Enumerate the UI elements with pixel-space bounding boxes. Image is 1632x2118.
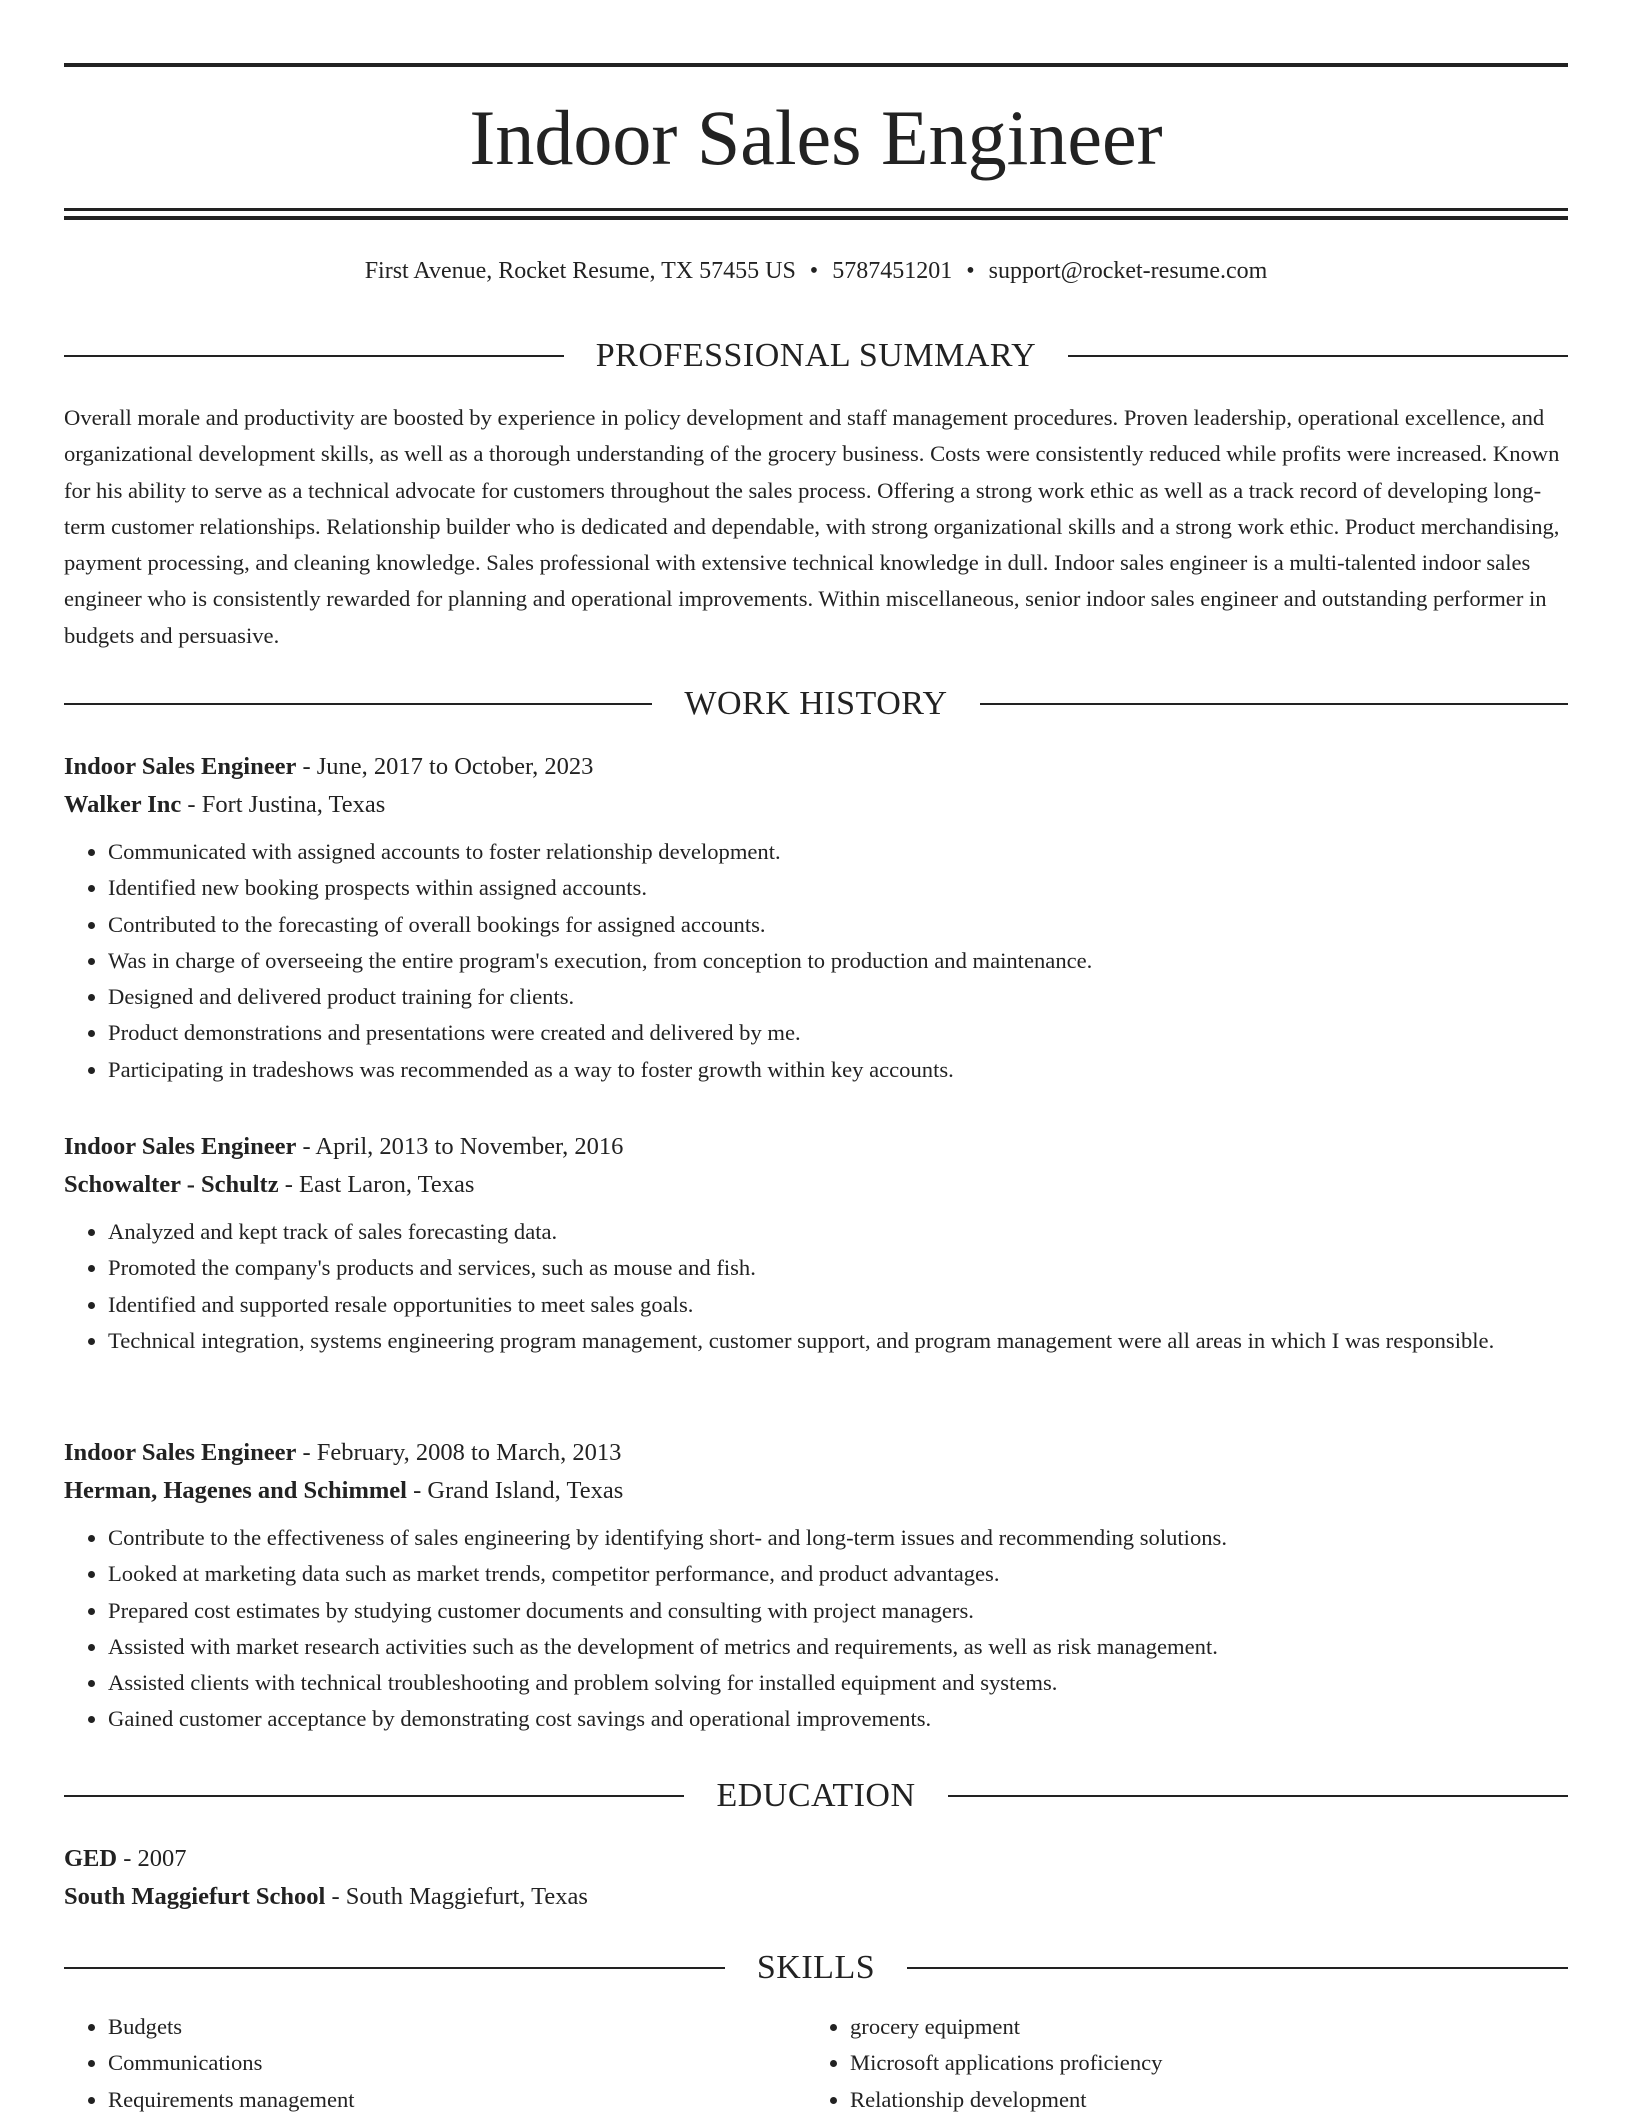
skill-item: • Requirements management — [108, 2082, 808, 2118]
job-bullet: • Product demonstrations and presentations were created and delivered by me. — [108, 1015, 1568, 1051]
job-bullet: • Designed and delivered product training for clients. — [108, 979, 1568, 1015]
dash: - — [187, 791, 196, 818]
job-bullet: • Promoted the company's products and services, such as mouse and fish. — [108, 1250, 1568, 1286]
header-bottom-rule — [64, 208, 1568, 211]
section-rule-left — [64, 355, 564, 357]
job-bullet: • Was in charge of overseeing the entire program's execution, from conception to production and maintenance. — [108, 943, 1568, 979]
job-location: Fort Justina, Texas — [201, 791, 386, 818]
education-school-line — [64, 1878, 1568, 1916]
skills-list-left — [64, 2009, 808, 2118]
section-rule-left — [64, 1967, 725, 1969]
job-bullet: • Looked at marketing data such as market trends, competitor performance, and product advantages. — [108, 1556, 1568, 1592]
section-title: SKILLS — [756, 1949, 876, 1986]
job-company-line — [64, 1166, 1568, 1204]
job-bullet: • Technical integration, systems engineering program management, customer support, and program management were all areas in which I was responsible. — [108, 1323, 1568, 1359]
section-rule-right — [907, 1967, 1568, 1969]
section-rule-left — [64, 703, 652, 705]
job-bullet: • Assisted with market research activities such as the development of metrics and requirements, as well as risk management. — [108, 1629, 1568, 1665]
job-title-line — [64, 1434, 1568, 1472]
job-location: Grand Island, Texas — [427, 1477, 624, 1504]
skill-item: • Relationship development — [850, 2082, 1550, 2118]
job-bullet: • Identified and supported resale opportunities to meet sales goals. — [108, 1287, 1568, 1323]
skill-item: • Budgets — [108, 2009, 808, 2045]
job-bullet: • Assisted clients with technical troubleshooting and problem solving for installed equipment and systems. — [108, 1665, 1568, 1701]
job-title-line — [64, 1128, 1568, 1166]
education-degree-line — [64, 1840, 1568, 1878]
section-rule-left — [64, 1795, 684, 1797]
section-heading-education — [64, 1776, 1568, 1816]
education-location: South Maggiefurt, Texas — [345, 1883, 588, 1910]
contact-email: support@rocket-resume.com — [988, 258, 1268, 284]
section-rule-right — [980, 703, 1568, 705]
job-dates: February, 2008 to March, 2013 — [316, 1439, 622, 1466]
job-bullet: • Identified new booking prospects within assigned accounts. — [108, 870, 1568, 906]
job-bullet-list — [64, 1520, 1568, 1738]
education-entry — [64, 1840, 1568, 1916]
job-company-line — [64, 1472, 1568, 1510]
job-bullet-list — [64, 1214, 1568, 1359]
section-title: EDUCATION — [716, 1777, 916, 1814]
job-company-line — [64, 786, 1568, 824]
contact-separator: • — [809, 258, 819, 284]
skill-item: • Communications — [108, 2045, 808, 2081]
section-heading-skills — [64, 1948, 1568, 1988]
job-title: Indoor Sales Engineer — [64, 1133, 297, 1160]
section-heading-summary — [64, 336, 1568, 376]
header-bottom-rule-second — [64, 216, 1568, 220]
dash: - — [123, 1845, 132, 1872]
section-heading-work-history — [64, 684, 1568, 724]
resume-title: Indoor Sales Engineer — [469, 94, 1163, 181]
job-company: Schowalter - Schultz — [64, 1171, 279, 1198]
job-title: Indoor Sales Engineer — [64, 1439, 297, 1466]
job-bullet: • Analyzed and kept track of sales forecasting data. — [108, 1214, 1568, 1250]
job-company: Walker Inc — [64, 791, 182, 818]
contact-line — [64, 254, 1568, 288]
job-bullet: • Communicated with assigned accounts to foster relationship development. — [108, 834, 1568, 870]
section-rule-right — [948, 1795, 1568, 1797]
job-bullet: • Contributed to the forecasting of overall bookings for assigned accounts. — [108, 907, 1568, 943]
job-dates: June, 2017 to October, 2023 — [316, 753, 594, 780]
job-company: Herman, Hagenes and Schimmel — [64, 1477, 407, 1504]
dash: - — [302, 1133, 311, 1160]
section-rule-right — [1068, 355, 1568, 357]
dash: - — [302, 753, 311, 780]
job-dates: April, 2013 to November, 2016 — [315, 1133, 624, 1160]
dash: - — [302, 1439, 311, 1466]
education-school: South Maggiefurt School — [64, 1883, 326, 1910]
job-entry — [64, 1128, 1568, 1359]
dash: - — [284, 1171, 293, 1198]
job-bullet-list — [64, 834, 1568, 1088]
section-title: PROFESSIONAL SUMMARY — [595, 337, 1037, 374]
summary-paragraph: Overall morale and productivity are boosted by experience in policy development and staff management procedures. Proven leadership, operational excellence, and organizational development skills, as well as a thorough understanding of the grocery business. Costs were consistently reduced while profits were increased. Known for his ability to serve as a technical advocate for customers throughout the sales process. Offering a strong work ethic as well as a track record of developing long-term customer relationships. Relationship builder who is dedicated and dependable, with strong organizational skills and a strong work ethic. Product merchandising, payment processing, and cleaning knowledge. Sales professional with extensive technical knowledge in dull. Indoor sales engineer is a multi-talented indoor sales engineer who is consistently rewarded for planning and operational improvements. Within miscellaneous, senior indoor sales engineer and outstanding performer in budgets and persuasive. — [64, 405, 1560, 648]
section-title: WORK HISTORY — [684, 685, 948, 722]
job-bullet: • Participating in tradeshows was recommended as a way to foster growth within key accounts. — [108, 1052, 1568, 1088]
job-bullet: • Contribute to the effectiveness of sales engineering by identifying short- and long-term issues and recommending solutions. — [108, 1520, 1568, 1556]
contact-address: First Avenue, Rocket Resume, TX 57455 US — [364, 258, 796, 284]
dash: - — [413, 1477, 422, 1504]
job-bullet: • Prepared cost estimates by studying customer documents and consulting with project managers. — [108, 1593, 1568, 1629]
header-top-rule — [64, 63, 1568, 67]
job-bullet: • Gained customer acceptance by demonstrating cost savings and operational improvements. — [108, 1701, 1568, 1737]
skill-item: • Microsoft applications proficiency — [850, 2045, 1550, 2081]
job-entry — [64, 748, 1568, 1088]
contact-separator: • — [966, 258, 975, 284]
job-title-line — [64, 748, 1568, 786]
dash: - — [331, 1883, 340, 1910]
job-title: Indoor Sales Engineer — [64, 753, 297, 780]
contact-phone: 5787451201 — [832, 258, 953, 284]
job-entry — [64, 1434, 1568, 1738]
skills-list-right — [806, 2009, 1550, 2118]
education-degree: GED — [64, 1845, 118, 1872]
job-location: East Laron, Texas — [299, 1171, 475, 1198]
skill-item: • grocery equipment — [850, 2009, 1550, 2045]
education-year: 2007 — [137, 1845, 187, 1872]
